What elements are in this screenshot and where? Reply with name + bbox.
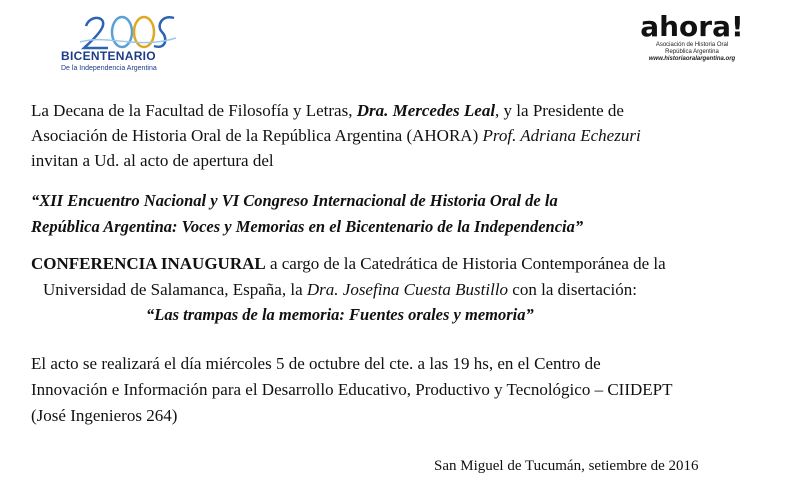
decana-name: Dra. Mercedes Leal [356, 101, 496, 120]
bicentenario-mark-icon [78, 12, 178, 52]
bicentenario-logo [58, 12, 188, 74]
presidente-name: Prof. Adriana Echezuri [482, 126, 641, 145]
conference-line-2: Universidad de Salamanca, España, la Dra. Josefina Cuesta Bustillo con la disertación: [43, 280, 637, 299]
event-title-line-2: República Argentina: Voces y Memorias en el Bicentenario de la Independencia” [31, 217, 584, 236]
ahora-logo [632, 12, 752, 78]
ahora-wordmark: ahora! [640, 10, 744, 43]
bicentenario-subtitle: De la Independencia Argentina [61, 65, 157, 72]
conference-line-1: CONFERENCIA INAUGURAL a cargo de la Catedrática de Historia Contemporánea de la [31, 254, 666, 273]
ahora-country: República Argentina [665, 49, 719, 55]
event-title-line-1: “XII Encuentro Nacional y VI Congreso Internacional de Historia Oral de la [31, 191, 558, 210]
place-date-signature: San Miguel de Tucumán, setiembre de 2016 [434, 458, 699, 474]
intro-line-2: Asociación de Historia Oral de la República Argentina (AHORA) Prof. Adriana Echezuri [31, 126, 641, 145]
details-line-1: El acto se realizará el día miércoles 5 de octubre del cte. a las 19 hs, en el Centro de [31, 354, 601, 373]
intro-line-1: La Decana de la Facultad de Filosofía y Letras, Dra. Mercedes Leal, y la Presidente de [31, 101, 624, 120]
conference-label: CONFERENCIA INAUGURAL [31, 254, 266, 273]
ahora-url: www.historiaoralargentina.org [648, 56, 736, 62]
intro-line-3: invitan a Ud. al acto de apertura del [31, 151, 274, 170]
details-line-2: Innovación e Información para el Desarrollo Educativo, Productivo y Tecnológico – CIIDEPT [31, 380, 673, 399]
speaker-name: Dra. Josefina Cuesta Bustillo [306, 280, 509, 299]
bicentenario-title: BICENTENARIO [61, 49, 156, 63]
ahora-association: Asociación de Historia Oral [655, 42, 729, 48]
talk-title: “Las trampas de la memoria: Fuentes orales y memoria” [146, 305, 534, 324]
details-line-3: (José Ingenieros 264) [31, 406, 178, 425]
